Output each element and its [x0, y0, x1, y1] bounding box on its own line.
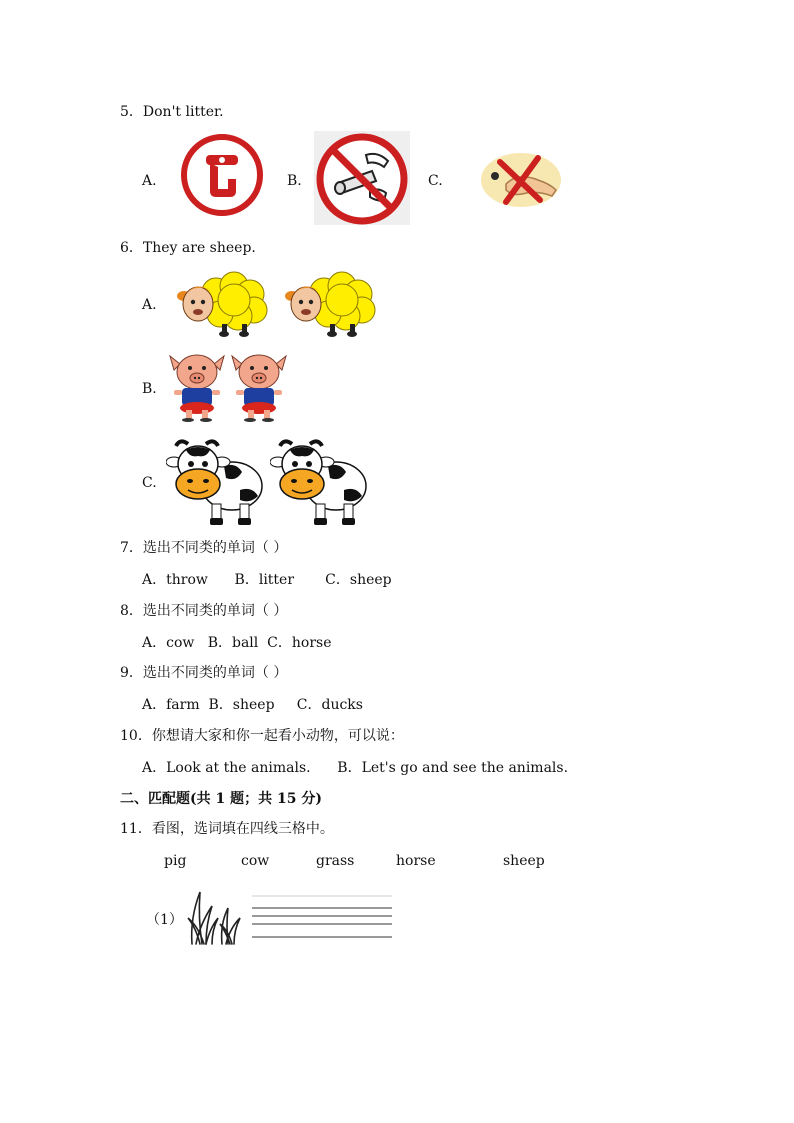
word-option: horse — [396, 853, 436, 869]
q5-option-b-label: B. — [287, 173, 302, 189]
q5-option-a-label: A. — [142, 173, 157, 189]
q7-options: A．throw B．litter C．sheep — [142, 572, 392, 588]
q7-stem: 7．选出不同类的单词（ ） — [120, 540, 288, 556]
no-littering-sign-icon — [314, 131, 410, 225]
q11-item-1-label: （1） — [146, 912, 183, 928]
word-option: cow — [241, 853, 270, 869]
crossed-hand-throwing-icon — [478, 150, 564, 210]
pig-icon — [228, 350, 290, 422]
q8-stem: 8．选出不同类的单词（ ） — [120, 603, 288, 619]
pig-icon — [166, 350, 228, 422]
cow-icon — [166, 436, 270, 528]
section-title: 二、匹配题(共 1 题；共 15 分) — [120, 791, 322, 807]
q9-options: A．farm B．sheep C．ducks — [142, 697, 363, 713]
grass-icon — [186, 888, 244, 948]
word-option: sheep — [503, 853, 545, 869]
q6-stem: 6．They are sheep. — [120, 240, 256, 256]
word-option: grass — [316, 853, 355, 869]
q8-options: A．cow B．ball C．horse — [142, 635, 332, 651]
q9-stem: 9．选出不同类的单词（ ） — [120, 665, 288, 681]
q10-stem: 10．你想请大家和你一起看小动物，可以说： — [120, 728, 404, 744]
q11-stem: 11．看图，选词填在四线三格中。 — [120, 821, 334, 837]
sheep-icon — [176, 270, 268, 338]
q6-option-c-label: C. — [142, 475, 157, 491]
q10-options: A．Look at the animals. B．Let's go and see the animals. — [142, 760, 569, 776]
sheep-icon — [284, 270, 376, 338]
q5-option-c-label: C. — [428, 173, 443, 189]
four-line-writing-grid[interactable] — [252, 894, 392, 940]
word-option: pig — [164, 853, 187, 869]
q5-stem: 5．Don't litter. — [120, 104, 224, 120]
cow-icon — [270, 436, 374, 528]
q6-option-b-label: B. — [142, 381, 157, 397]
q6-option-a-label: A. — [142, 297, 157, 313]
no-entry-hand-sign-icon — [180, 133, 264, 217]
